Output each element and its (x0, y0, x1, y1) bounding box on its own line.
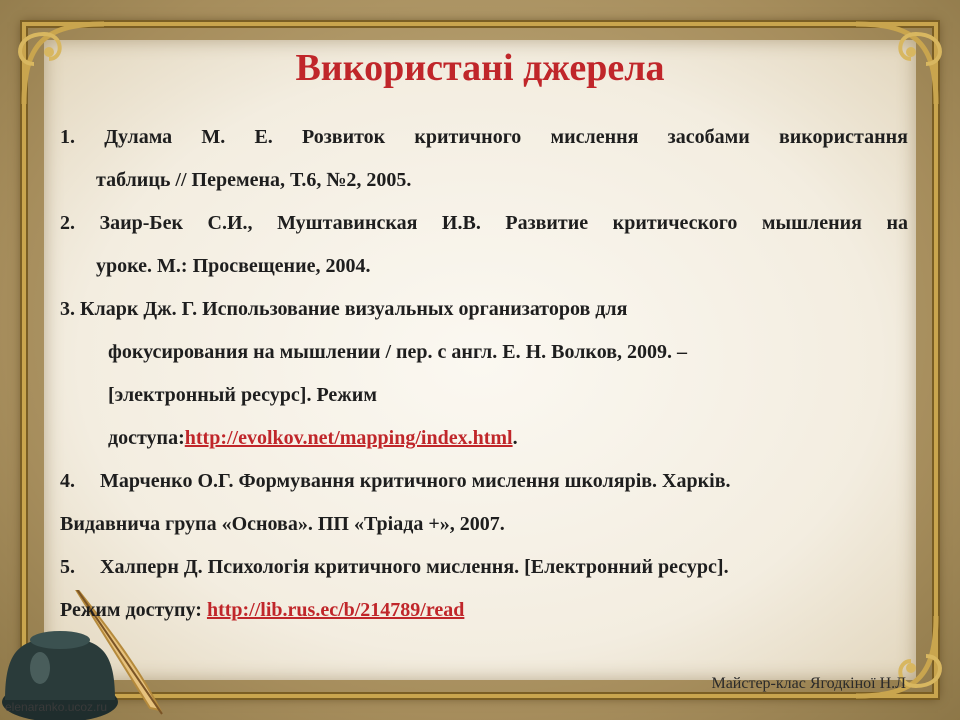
source-5-link[interactable]: http://lib.rus.ec/b/214789/read (206, 599, 465, 621)
source-3-line-4 (60, 417, 908, 460)
source-3-line-1: 3. Кларк Дж. Г. Использование визуальных организаторов для (60, 298, 628, 320)
source-2-line-1: 2. Заир-Бек С.И., Муштавинская И.В. Развитие критического мышления на (60, 212, 908, 234)
website-watermark: elenaranko.ucoz.ru (5, 700, 108, 714)
sources-list (60, 116, 908, 632)
source-4-line-1: 4. Марченко О.Г. Формування критичного мислення школярів. Харків. (60, 470, 731, 492)
page-title: Використані джерела (295, 47, 665, 89)
source-1-line-1: 1. Дулама М. Е. Розвиток критичного мислення засобами використання (60, 126, 908, 148)
source-3-period: . (512, 427, 518, 449)
source-5-line-2 (60, 589, 908, 632)
source-3-link[interactable]: http://evolkov.net/mapping/index.html (184, 427, 513, 449)
source-3-line-3: [электронный ресурс]. Режим (108, 384, 377, 406)
source-5-access-label: Режим доступу: (60, 599, 207, 621)
source-5-line-1: 5. Халперн Д. Психологія критичного мислення. [Електронний ресурс]. (60, 556, 729, 578)
source-4-line-2: Видавнича група «Основа». ПП «Тріада +», 2007. (60, 513, 505, 535)
source-3-access-label: доступа: (108, 427, 185, 449)
author-credit: Майстер-клас Ягодкіної Н.Л (711, 675, 906, 692)
source-3-line-2: фокусирования на мышлении / пер. с англ. Е. Н. Волков, 2009. – (108, 341, 687, 363)
source-2-line-2: уроке. М.: Просвещение, 2004. (96, 255, 371, 277)
source-1-line-2: таблиць // Перемена, Т.6, №2, 2005. (96, 169, 412, 191)
